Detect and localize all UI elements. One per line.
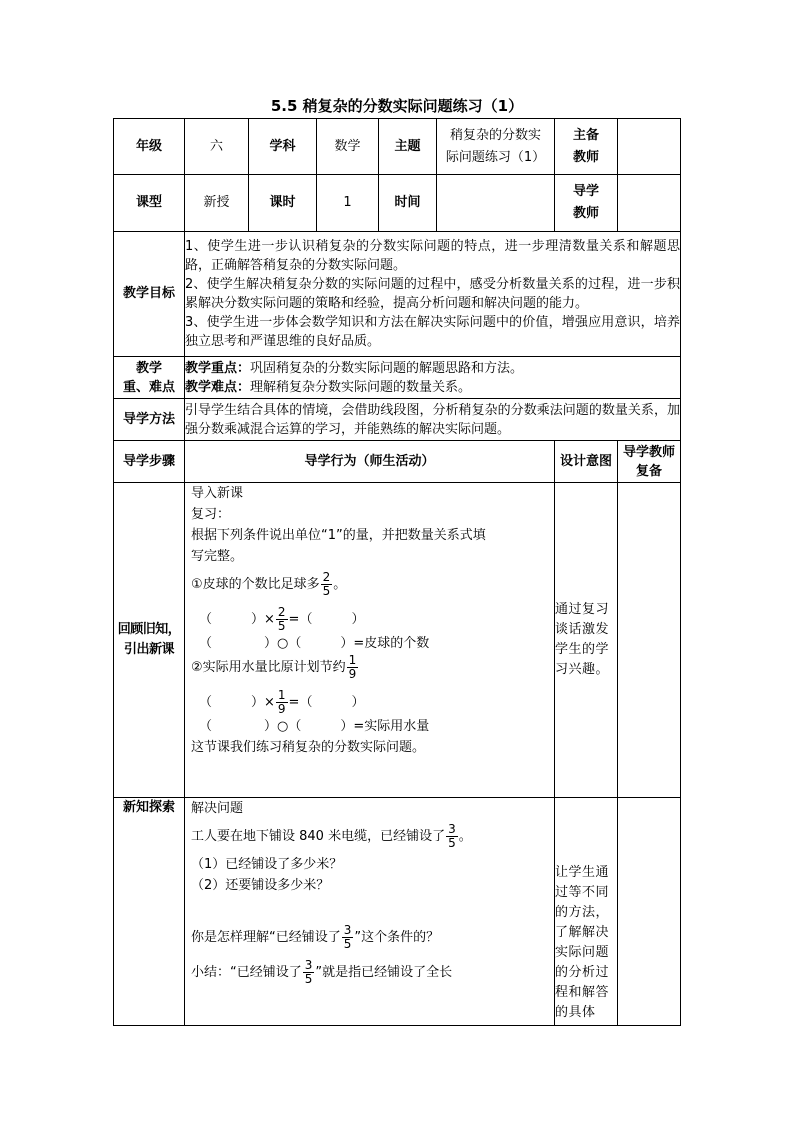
fraction-denominator: 5 [277,619,286,633]
review-heading: 导入新课 [191,486,244,501]
guide-teacher-label-line-2: 教师 [572,206,599,221]
time-value [437,175,555,232]
equation-right: =（ ） [288,612,365,627]
explore-question-1: （1）已经铺设了多少米？ [191,857,343,872]
main-teacher-label-line-2: 教师 [572,149,599,165]
topic-value [437,119,555,175]
key-points-label-line-2: 重、难点 [122,379,175,395]
review-step-label-line-1: 回顾旧知， [117,622,181,637]
explore-summary [191,959,550,986]
method-content: 引导学生结合具体的情境，会借助线段图，分析稍复杂的分数乘法问题的数量关系，加强分数乘减混合运算的学习，并能熟练的解决实际问题。 [185,399,681,441]
equation-right: =（ ） [288,695,365,710]
subject-value: 数学 [317,119,379,175]
guide-teacher-label-line-1: 导学 [572,184,599,199]
period-label: 课时 [249,175,317,232]
topic-value-line-2: 际问题练习（1） [445,149,546,165]
fraction-denominator: 9 [277,702,286,716]
fraction-denominator: 5 [304,972,313,986]
review-equation-1b: （ ）○（ ）=皮球的个数 [199,636,430,651]
explore-ask-post: ”这个条件的？ [354,930,440,945]
method-label: 导学方法 [114,399,185,441]
key-points-label [114,357,185,399]
objectives-label: 教学目标 [114,232,185,357]
explore-summary-post: ”就是指已经铺设了全长 [315,965,453,980]
fraction-denominator: 5 [448,836,456,850]
document-title: 5.5 稍复杂的分数实际问题练习（1） [270,97,524,115]
explore-teacher-notes [618,798,681,1026]
guide-teacher-label [555,175,618,232]
explore-problem [191,823,550,850]
review-question-1 [191,571,546,598]
fraction-numerator: 1 [277,688,286,702]
main-teacher-value [618,119,681,175]
review-content [185,483,555,798]
review-closing: 这节课我们练习稍复杂的分数实际问题。 [191,740,426,755]
teacher-prep-header-line-1: 导学教师 [622,444,675,460]
fraction-denominator: 5 [343,937,352,951]
fraction-denominator: 9 [348,667,357,681]
grade-value: 六 [185,119,249,175]
objective-item: 1、使学生进一步认识稍复杂的分数实际问题的特点，进一步理清数量关系和解题思路，正确解答稍复杂的分数实际问题。 [185,239,680,273]
explore-heading: 解决问题 [191,801,244,816]
main-teacher-label-line-1: 主备 [572,127,599,143]
review-intro: 根据下列条件说出单位“1”的量，并把数量关系式填写完整。 [191,528,486,564]
review-question-2 [191,654,546,681]
fraction [347,654,359,681]
difficult-point-heading: 教学难点： [185,379,251,395]
review-teacher-notes [618,483,681,798]
fraction [446,823,458,850]
explore-ask-pre: 你是怎样理解“已经铺设了 [191,930,341,945]
fraction [303,959,315,986]
design-header: 设计意图 [555,441,618,483]
type-label: 课型 [114,175,185,232]
review-subheading: 复习： [191,507,231,522]
fraction-denominator: 5 [322,584,331,598]
objectives-content [185,232,681,357]
equation-left: （ ）× [199,695,275,710]
review-equation-1 [191,606,546,633]
time-label: 时间 [379,175,437,232]
fraction [342,924,354,951]
fraction [276,689,288,716]
equation-left: （ ）× [199,612,275,627]
teacher-prep-header [618,441,681,483]
explore-ask [191,924,550,951]
review-step-label-line-2: 引出新课 [123,642,174,657]
key-point-heading: 教学重点： [185,360,251,376]
fraction-numerator: 2 [322,570,331,584]
teacher-prep-header-line-2: 复备 [635,463,662,479]
topic-label: 主题 [379,119,437,175]
fraction-numerator: 3 [448,822,456,836]
explore-content [185,798,555,1026]
subject-label: 学科 [249,119,317,175]
grade-label: 年级 [114,119,185,175]
review-equation-2b: （ ）○（ ）=实际用水量 [199,719,430,734]
key-points-label-line-1: 教学 [135,360,162,376]
objective-item: 3、使学生进一步体会数学知识和方法在解决实际问题中的价值，增强应用意识，培养独立思考和严谨思维的良好品质。 [185,315,680,349]
difficult-point-text: 理解稍复杂分数实际问题的数量关系。 [250,379,472,395]
explore-problem-end: 。 [458,829,472,844]
behavior-header: 导学行为（师生活动） [185,441,555,483]
fraction [321,571,333,598]
explore-problem-text: 工人要在地下铺设 840 米电缆，已经铺设了 [191,829,446,844]
explore-summary-pre: 小结：“已经铺设了 [191,965,302,980]
steps-header: 导学步骤 [114,441,185,483]
review-question-1-end: 。 [333,577,347,592]
fraction [276,606,288,633]
fraction-numerator: 1 [348,653,357,667]
review-equation-2 [191,689,546,716]
explore-design-intent: 让学生通过等不同的方法，了解解决实际问题的分析过程和解答的具体 [555,798,618,1026]
period-value: 1 [317,175,379,232]
main-teacher-label [555,119,618,175]
review-question-2-text: ②实际用水量比原计划节约 [191,660,346,675]
guide-teacher-value [618,175,681,232]
explore-step-label: 新知探索 [114,798,185,1026]
type-value: 新授 [185,175,249,232]
key-points-content [185,357,681,399]
difficult-point-line [185,378,680,397]
review-design-intent: 通过复习谈话激发学生的学习兴趣。 [555,483,618,798]
fraction-numerator: 2 [277,605,286,619]
lesson-plan-table [113,118,681,1026]
key-point-text: 巩固稍复杂的分数实际问题的解题思路和方法。 [250,360,524,376]
explore-question-2: （2）还要铺设多少米？ [191,878,330,893]
fraction-numerator: 3 [304,958,313,972]
objective-item: 2、使学生解决稍复杂分数的实际问题的过程中，感受分析数量关系的过程，进一步积累解决分数实际问题的策略和经验，提高分析问题和解决问题的能力。 [185,277,680,311]
topic-value-line-1: 稍复杂的分数实 [449,127,541,143]
review-step-label [114,483,185,798]
review-question-1-text: ①皮球的个数比足球多 [191,577,320,592]
fraction-numerator: 3 [343,923,352,937]
key-point-line [185,359,680,378]
